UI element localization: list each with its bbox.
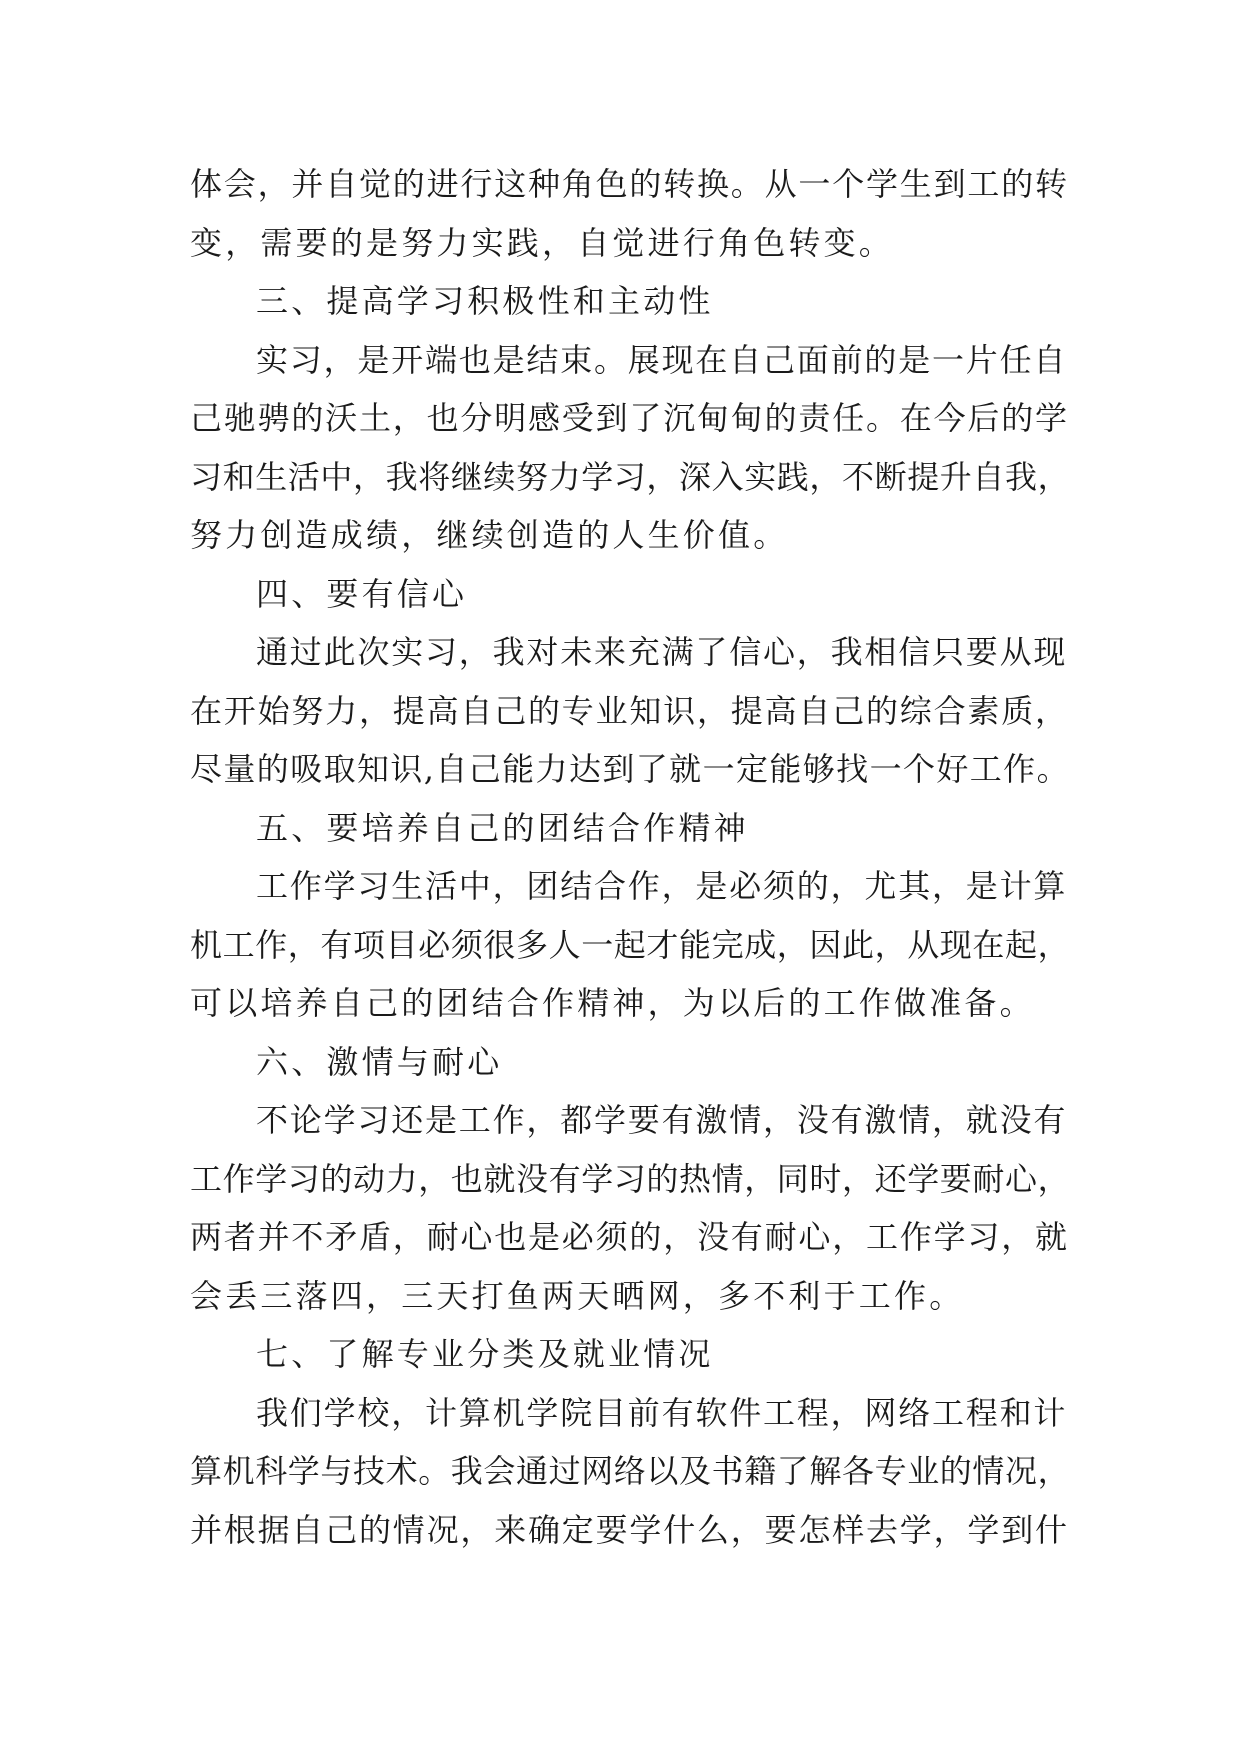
text-line: 工作学习的动力，也就没有学习的热情，同时，还学要耐心， xyxy=(190,1159,1071,1198)
document-body xyxy=(190,155,1070,1559)
text-line: 变，需要的是努力实践，自觉进行角色转变。 xyxy=(190,223,895,262)
text-line: 机工作，有项目必须很多人一起才能完成，因此，从现在起， xyxy=(190,925,1071,964)
text-line: 己驰骋的沃土，也分明感受到了沉甸甸的责任。在今后的学 xyxy=(190,399,1069,437)
text-line: 体会，并自觉的进行这种角色的转换。从一个学生到工的转 xyxy=(190,165,1069,203)
text-line: 通过此次实习，我对未来充满了信心，我相信只要从现 xyxy=(256,633,1068,671)
section-heading: 六、激情与耐心 xyxy=(256,1042,503,1081)
text-line: 会丢三落四，三天打鱼两天晒网，多不利于工作。 xyxy=(190,1276,965,1315)
text-line: 并根据自己的情况，来确定要学什么，要怎样去学，学到什 xyxy=(190,1510,1069,1549)
text-line: 我们学校，计算机学院目前有软件工程，网络工程和计 xyxy=(256,1393,1068,1432)
section-heading: 四、要有信心 xyxy=(256,574,468,613)
text-line: 努力创造成绩，继续创造的人生价值。 xyxy=(190,516,789,554)
text-line: 实习，是开端也是结束。展现在自己面前的是一片任自 xyxy=(256,340,1068,379)
section-heading: 五、要培养自己的团结合作精神 xyxy=(256,808,749,847)
section-heading: 七、了解专业分类及就业情况 xyxy=(256,1335,714,1373)
text-line: 可以培养自己的团结合作精神，为以后的工作做准备。 xyxy=(190,984,1035,1022)
text-line: 不论学习还是工作，都学要有激情，没有激情，就没有 xyxy=(256,1101,1068,1139)
text-line: 算机科学与技术。我会通过网络以及书籍了解各专业的情况， xyxy=(190,1452,1071,1490)
text-line: 习和生活中，我将继续努力学习，深入实践，不断提升自我， xyxy=(190,457,1071,496)
text-line: 工作学习生活中，团结合作，是必须的，尤其，是计算 xyxy=(256,867,1068,905)
text-line: 尽量的吸取知识,自己能力达到了就一定能够找一个好工作。 xyxy=(190,750,1070,788)
section-heading: 三、提高学习积极性和主动性 xyxy=(256,282,714,320)
text-line: 两者并不矛盾，耐心也是必须的，没有耐心，工作学习，就 xyxy=(190,1218,1069,1256)
text-line: 在开始努力，提高自己的专业知识，提高自己的综合素质， xyxy=(190,691,1069,730)
